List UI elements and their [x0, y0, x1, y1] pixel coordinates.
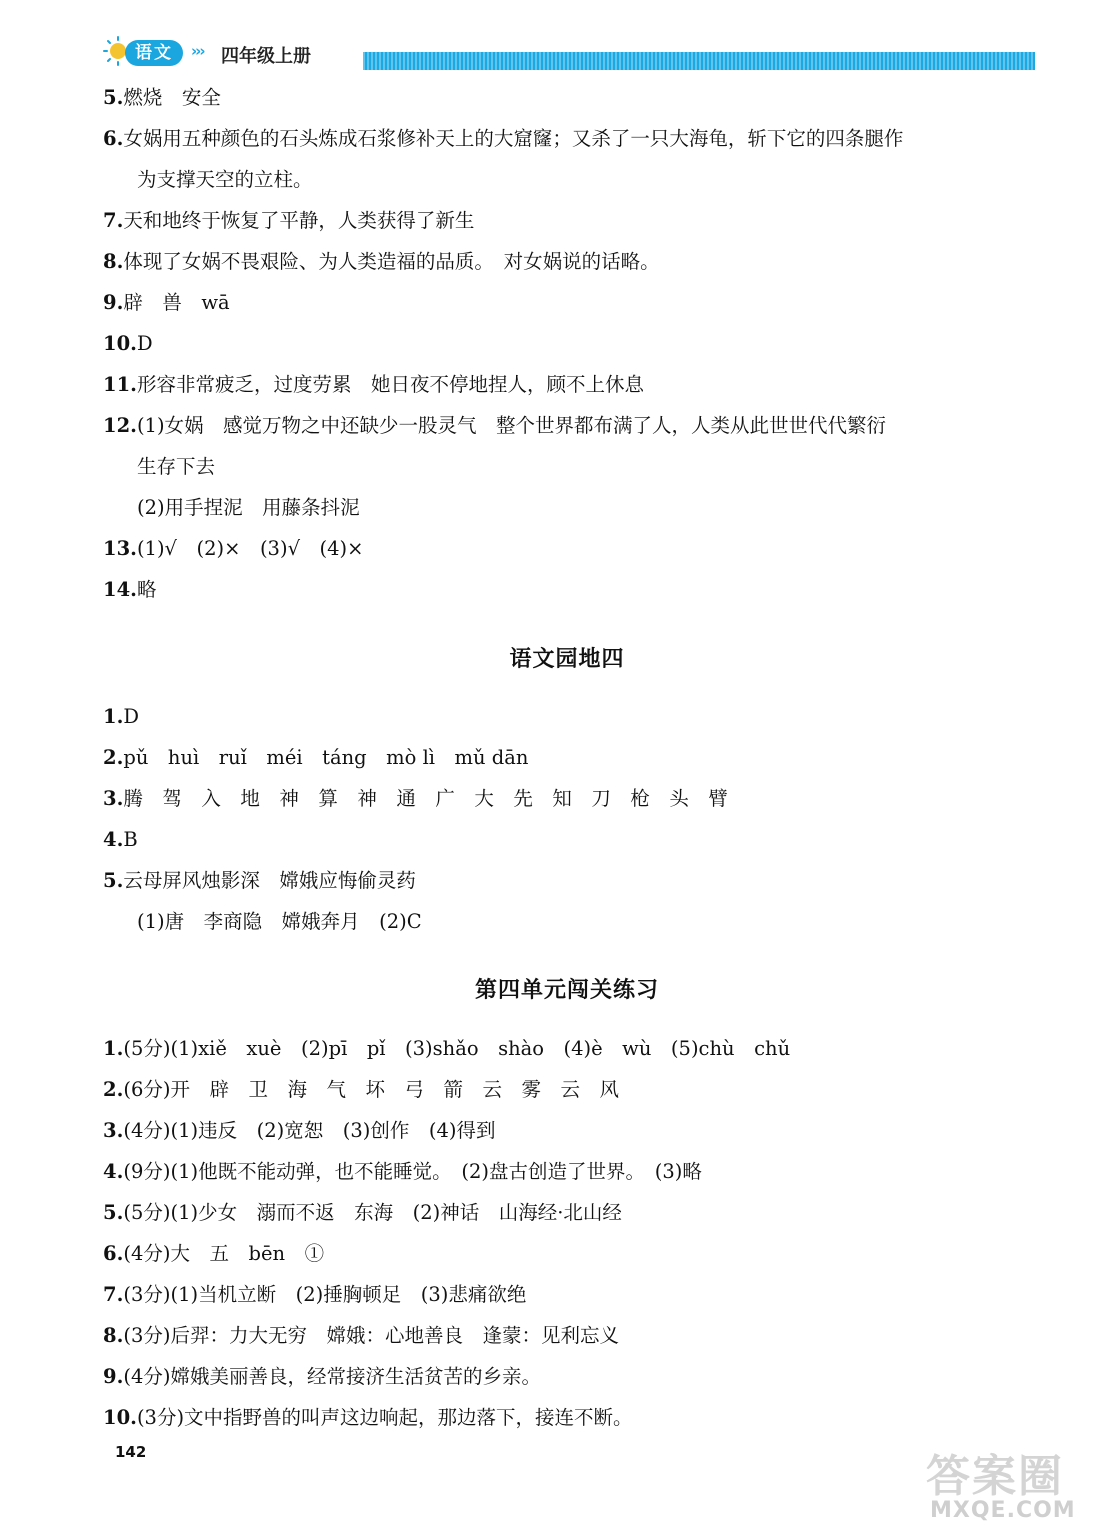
- header-band: [363, 52, 1035, 70]
- answer-line: 6.(4分)大 五 bēn ①: [103, 1242, 325, 1265]
- answer-line-continued: 生存下去: [137, 455, 216, 478]
- subject-badge: 语文: [125, 40, 183, 66]
- answer-line: 10.D: [103, 332, 153, 355]
- answer-line: 11.形容非常疲乏，过度劳累 她日夜不停地捏人，顾不上休息: [103, 373, 644, 396]
- answer-line: 3.(4分)(1)违反 (2)宽恕 (3)创作 (4)得到: [103, 1119, 496, 1142]
- watermark-text: 答案圈: [926, 1451, 1064, 1502]
- answer-line: 1.(5分)(1)xiě xuè (2)pī pǐ (3)shǎo shào (4)è wù (5)chù chǔ: [103, 1037, 791, 1060]
- section-title: 第四单元闯关练习: [474, 978, 659, 1003]
- answer-line: 1.D: [103, 705, 139, 728]
- answer-line: 4.B: [103, 828, 138, 851]
- answer-line: 7.天和地终于恢复了平静，人类获得了新生: [103, 209, 475, 232]
- answer-line: 5.(5分)(1)少女 溺而不返 东海 (2)神话 山海经·北山经: [103, 1201, 622, 1224]
- answer-line: 8.体现了女娲不畏艰险、为人类造福的品质。 对女娲说的话略。: [103, 250, 660, 273]
- answer-line-continued: (2)用手捏泥 用藤条抖泥: [137, 496, 360, 519]
- answer-line: 8.(3分)后羿：力大无穷 嫦娥：心地善良 逢蒙：见利忘义: [103, 1324, 619, 1347]
- page-header: [95, 30, 1035, 74]
- watermark-url: MXQE.COM: [930, 1498, 1076, 1523]
- answer-line: 7.(3分)(1)当机立断 (2)捶胸顿足 (3)悲痛欲绝: [103, 1283, 527, 1306]
- chevron-icon: ›››: [191, 42, 204, 60]
- answer-line: 2.pǔ huì ruǐ méi táng mò lì mǔ dān: [103, 746, 529, 769]
- answer-line: 9.(4分)嫦娥美丽善良，经常接济生活贫苦的乡亲。: [103, 1365, 541, 1388]
- answer-line: 14.略: [103, 578, 157, 601]
- section-title: 语文园地四: [509, 647, 625, 672]
- answer-line-continued: (1)唐 李商隐 嫦娥奔月 (2)C: [137, 910, 422, 933]
- answer-line: 9.辟 兽 wā: [103, 291, 230, 314]
- answer-line: 10.(3分)文中指野兽的叫声这边响起，那边落下，接连不断。: [103, 1406, 633, 1429]
- answer-line: 5.燃烧 安全: [103, 86, 221, 109]
- answer-line: 4.(9分)(1)他既不能动弹，也不能睡觉。 (2)盘古创造了世界。 (3)略: [103, 1160, 702, 1183]
- page-number: 142: [115, 1443, 147, 1461]
- answer-line: 5.云母屏风烛影深 嫦娥应悔偷灵药: [103, 869, 416, 892]
- answer-line: 2.(6分)开 辟 卫 海 气 坏 弓 箭 云 雾 云 风: [103, 1078, 619, 1101]
- answer-line: 6.女娲用五种颜色的石头炼成石浆修补天上的大窟窿；又杀了一只大海龟，斩下它的四条腿作: [103, 127, 904, 150]
- answer-line-continued: 为支撑天空的立柱。: [137, 168, 313, 191]
- answer-line: 12.(1)女娲 感觉万物之中还缺少一股灵气 整个世界都布满了人，人类从此世世代代繁衍: [103, 414, 887, 437]
- answer-line: 13.(1)√ (2)× (3)√ (4)×: [103, 537, 364, 560]
- answer-line: 3.腾 驾 入 地 神 算 神 通 广 大 先 知 刀 枪 头 臂: [103, 787, 728, 810]
- grade-label: 四年级上册: [221, 46, 311, 67]
- watermark-logo: [918, 1440, 1088, 1530]
